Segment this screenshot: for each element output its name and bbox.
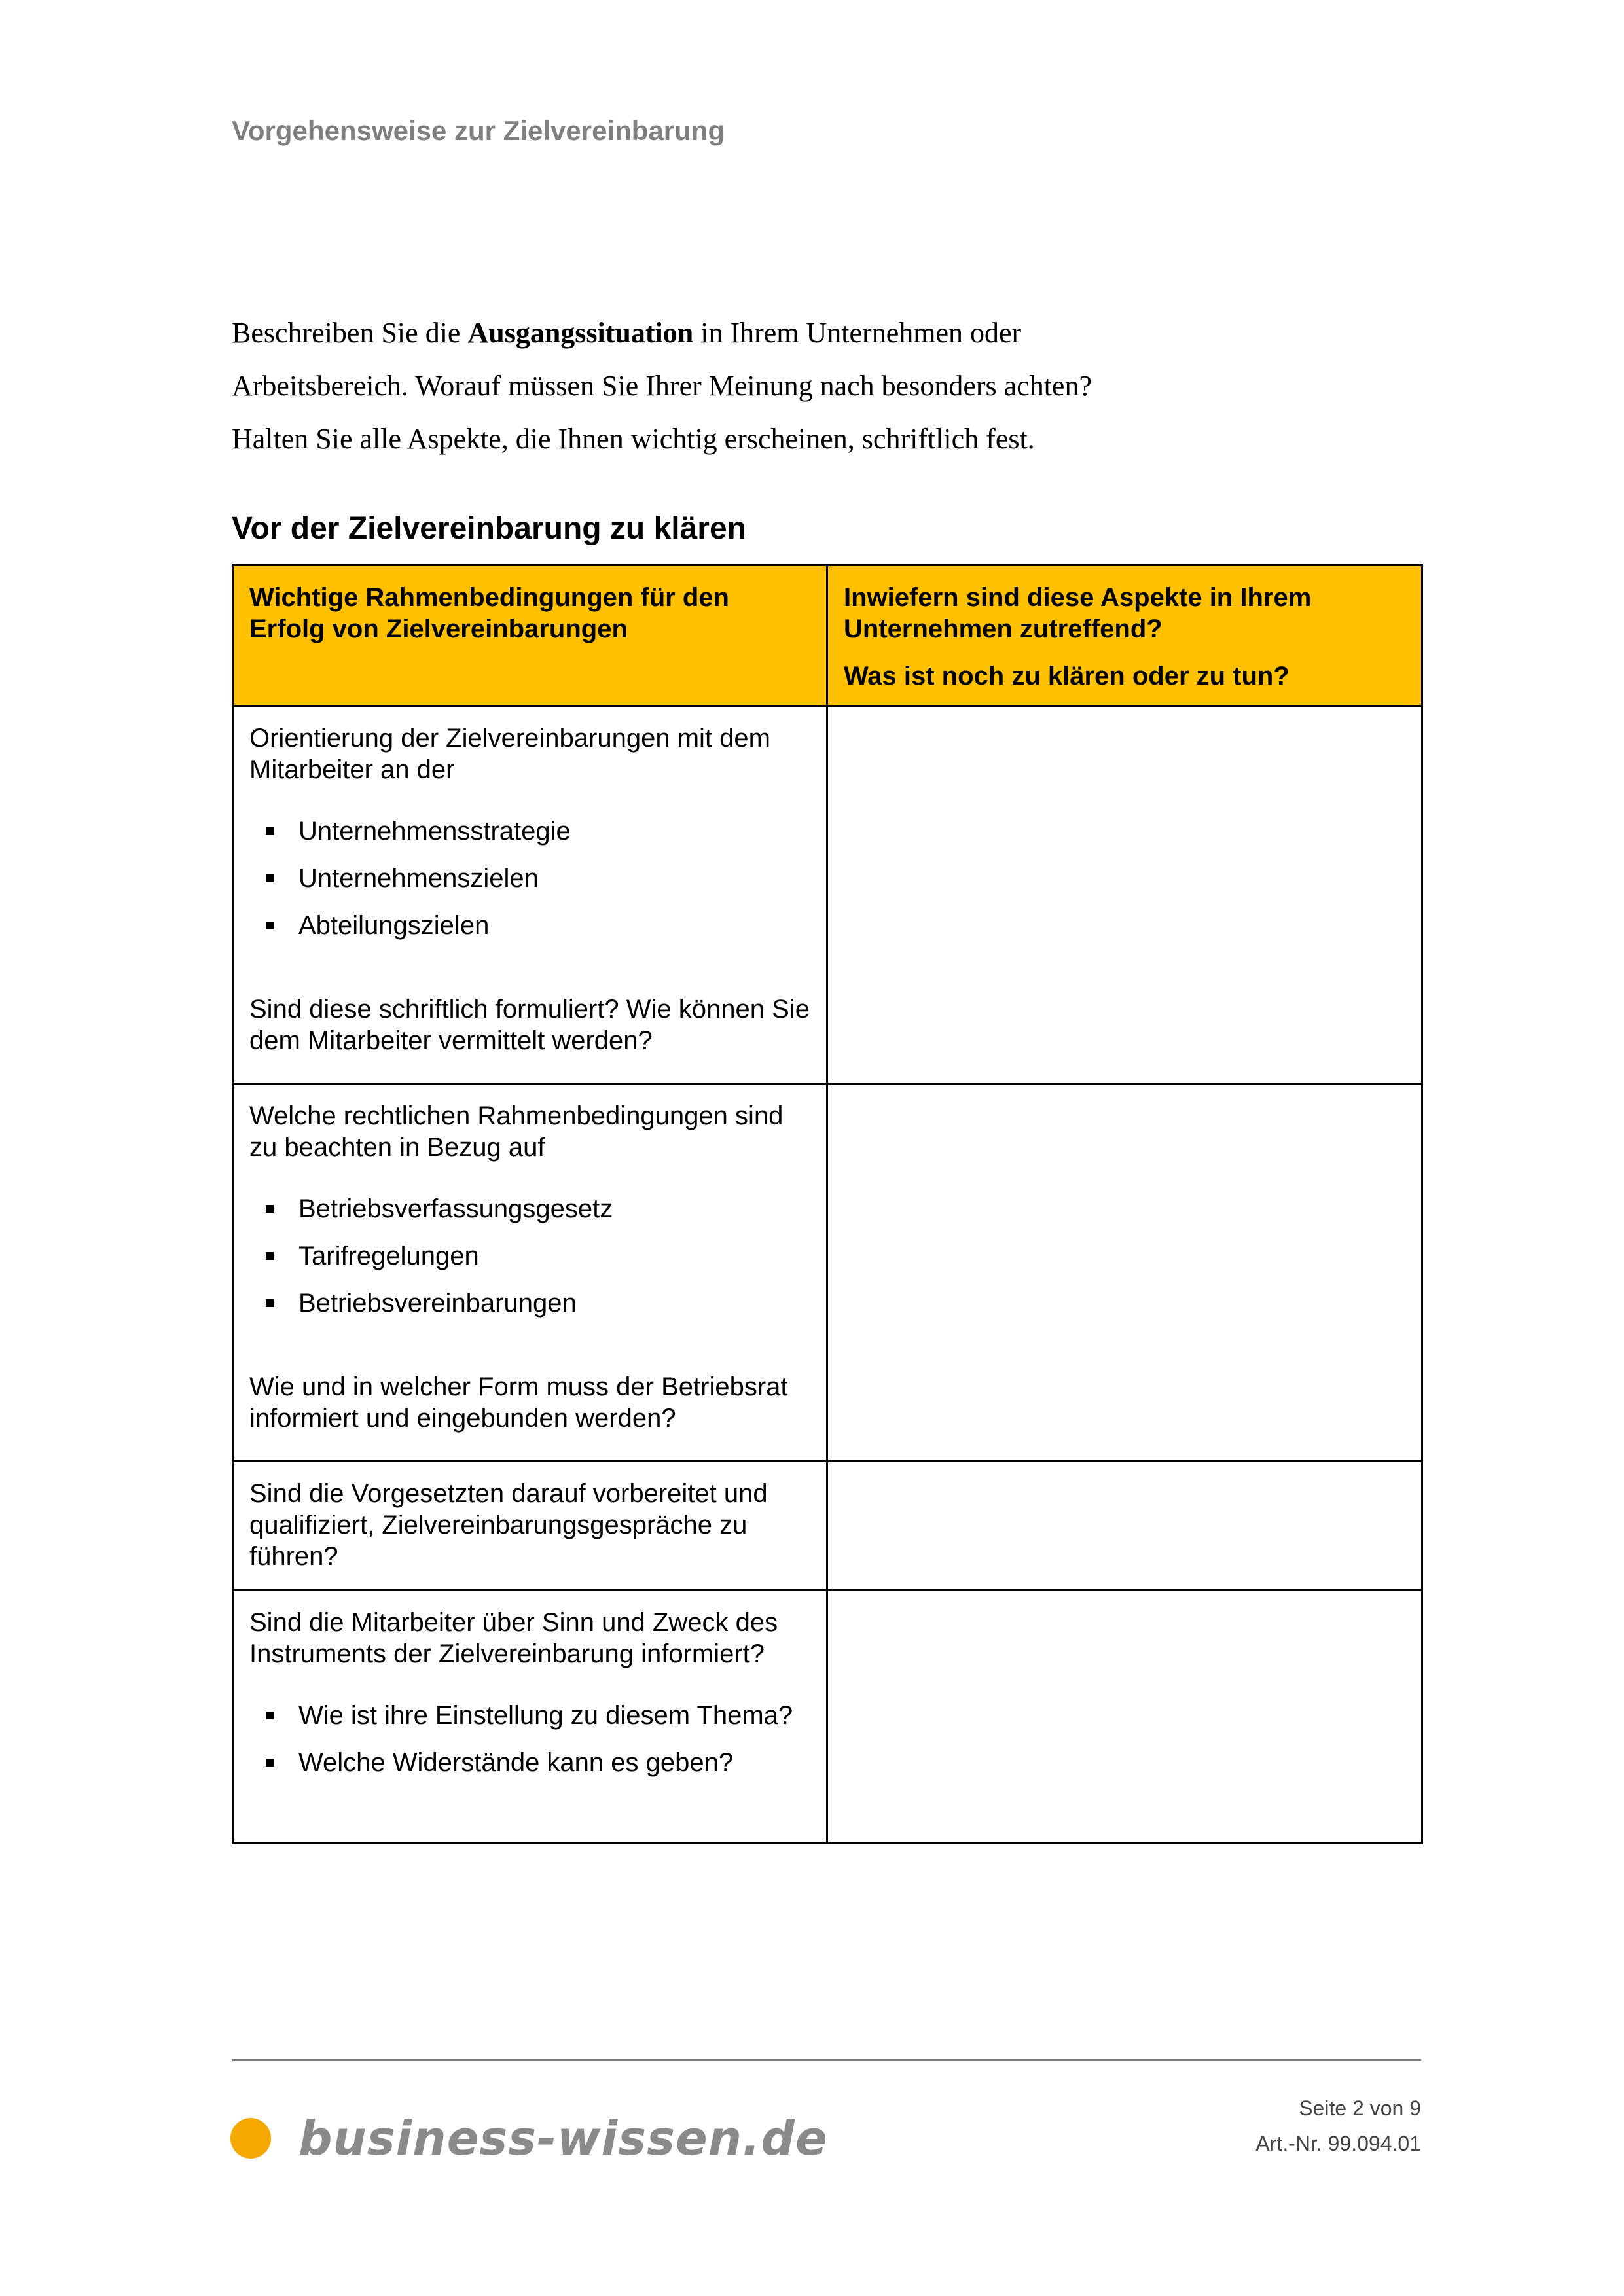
condition-question: Sind diese schriftlich formuliert? Wie können Sie dem Mitarbeiter vermittelt werden? (249, 995, 810, 1055)
condition-cell (233, 1462, 827, 1590)
table-row (233, 1084, 1422, 1462)
footer-divider (232, 2059, 1421, 2061)
condition-text: Orientierung der Zielvereinbarungen mit dem Mitarbeiter an der (249, 724, 770, 784)
intro-keyword: Ausgangssituation (467, 317, 694, 349)
condition-text: Sind die Vorgesetzten darauf vorbereitet und qualifiziert, Zielvereinbarungsgespräche zu führen? (249, 1479, 768, 1571)
bullet-item: Wie ist ihre Einstellung zu diesem Thema? (249, 1700, 810, 1731)
bullet-item: Betriebsvereinbarungen (249, 1287, 810, 1319)
article-number: Art.-Nr. 99.094.01 (1255, 2132, 1421, 2155)
intro-line-1-pre: Beschreiben Sie die (232, 317, 468, 349)
condition-cell (233, 1084, 827, 1462)
intro-line-1 (232, 306, 1423, 359)
condition-cell (233, 1590, 827, 1844)
logo-wordmark: business-wissen.de (298, 2111, 828, 2166)
condition-cell (233, 706, 827, 1084)
intro-paragraph (232, 306, 1423, 465)
intro-line-3: Halten Sie alle Aspekte, die Ihnen wichtig erscheinen, schriftlich fest. (232, 423, 1035, 455)
table-row (233, 706, 1422, 1084)
header-left-text: Wichtige Rahmenbedingungen für den Erfolg von Zielvereinbarungen (249, 583, 729, 643)
bullet-item: Unternehmenszielen (249, 863, 810, 894)
bullet-item: Welche Widerstände kann es geben? (249, 1747, 810, 1778)
header-right-text-2: Was ist noch zu klären oder zu tun? (844, 662, 1290, 691)
header-cell-assessment (827, 565, 1422, 706)
table-row (233, 1462, 1422, 1590)
intro-line-2: Arbeitsbereich. Worauf müssen Sie Ihrer Meinung nach besonders achten? (232, 370, 1092, 402)
bullet-list (249, 1193, 810, 1319)
bullet-item: Tarifregelungen (249, 1240, 810, 1272)
condition-question: Wie und in welcher Form muss der Betriebsrat informiert und eingebunden werden? (249, 1372, 788, 1433)
bullet-item: Unternehmensstrategie (249, 816, 810, 847)
brand-logo (230, 2109, 828, 2168)
answer-cell[interactable] (827, 706, 1422, 1084)
bullet-item: Abteilungszielen (249, 910, 810, 941)
answer-cell[interactable] (827, 1462, 1422, 1590)
header-right-text-1: Inwiefern sind diese Aspekte in Ihrem Unternehmen zutreffend? (844, 583, 1312, 643)
page-number: Seite 2 von 9 (1299, 2096, 1421, 2120)
section-title: Vor der Zielvereinbarung zu klären (232, 511, 746, 546)
intro-line-1-post: in Ihrem Unternehmen oder (693, 317, 1022, 349)
bullet-list (249, 1700, 810, 1778)
answer-cell[interactable] (827, 1084, 1422, 1462)
bullet-item: Betriebsverfassungsgesetz (249, 1193, 810, 1225)
bullet-list (249, 816, 810, 941)
condition-text: Welche rechtlichen Rahmenbedingungen sind zu beachten in Bezug auf (249, 1102, 784, 1162)
answer-cell[interactable] (827, 1590, 1422, 1844)
table-header-row (233, 565, 1422, 706)
logo-dot-icon (230, 2118, 271, 2159)
condition-text: Sind die Mitarbeiter über Sinn und Zweck des Instruments der Zielvereinbarung informiert? (249, 1608, 778, 1668)
checklist-table (232, 564, 1423, 1844)
page-header-title: Vorgehensweise zur Zielvereinbarung (232, 115, 725, 146)
footer-meta (1255, 2090, 1421, 2161)
header-cell-conditions (233, 565, 827, 706)
table-row (233, 1590, 1422, 1844)
